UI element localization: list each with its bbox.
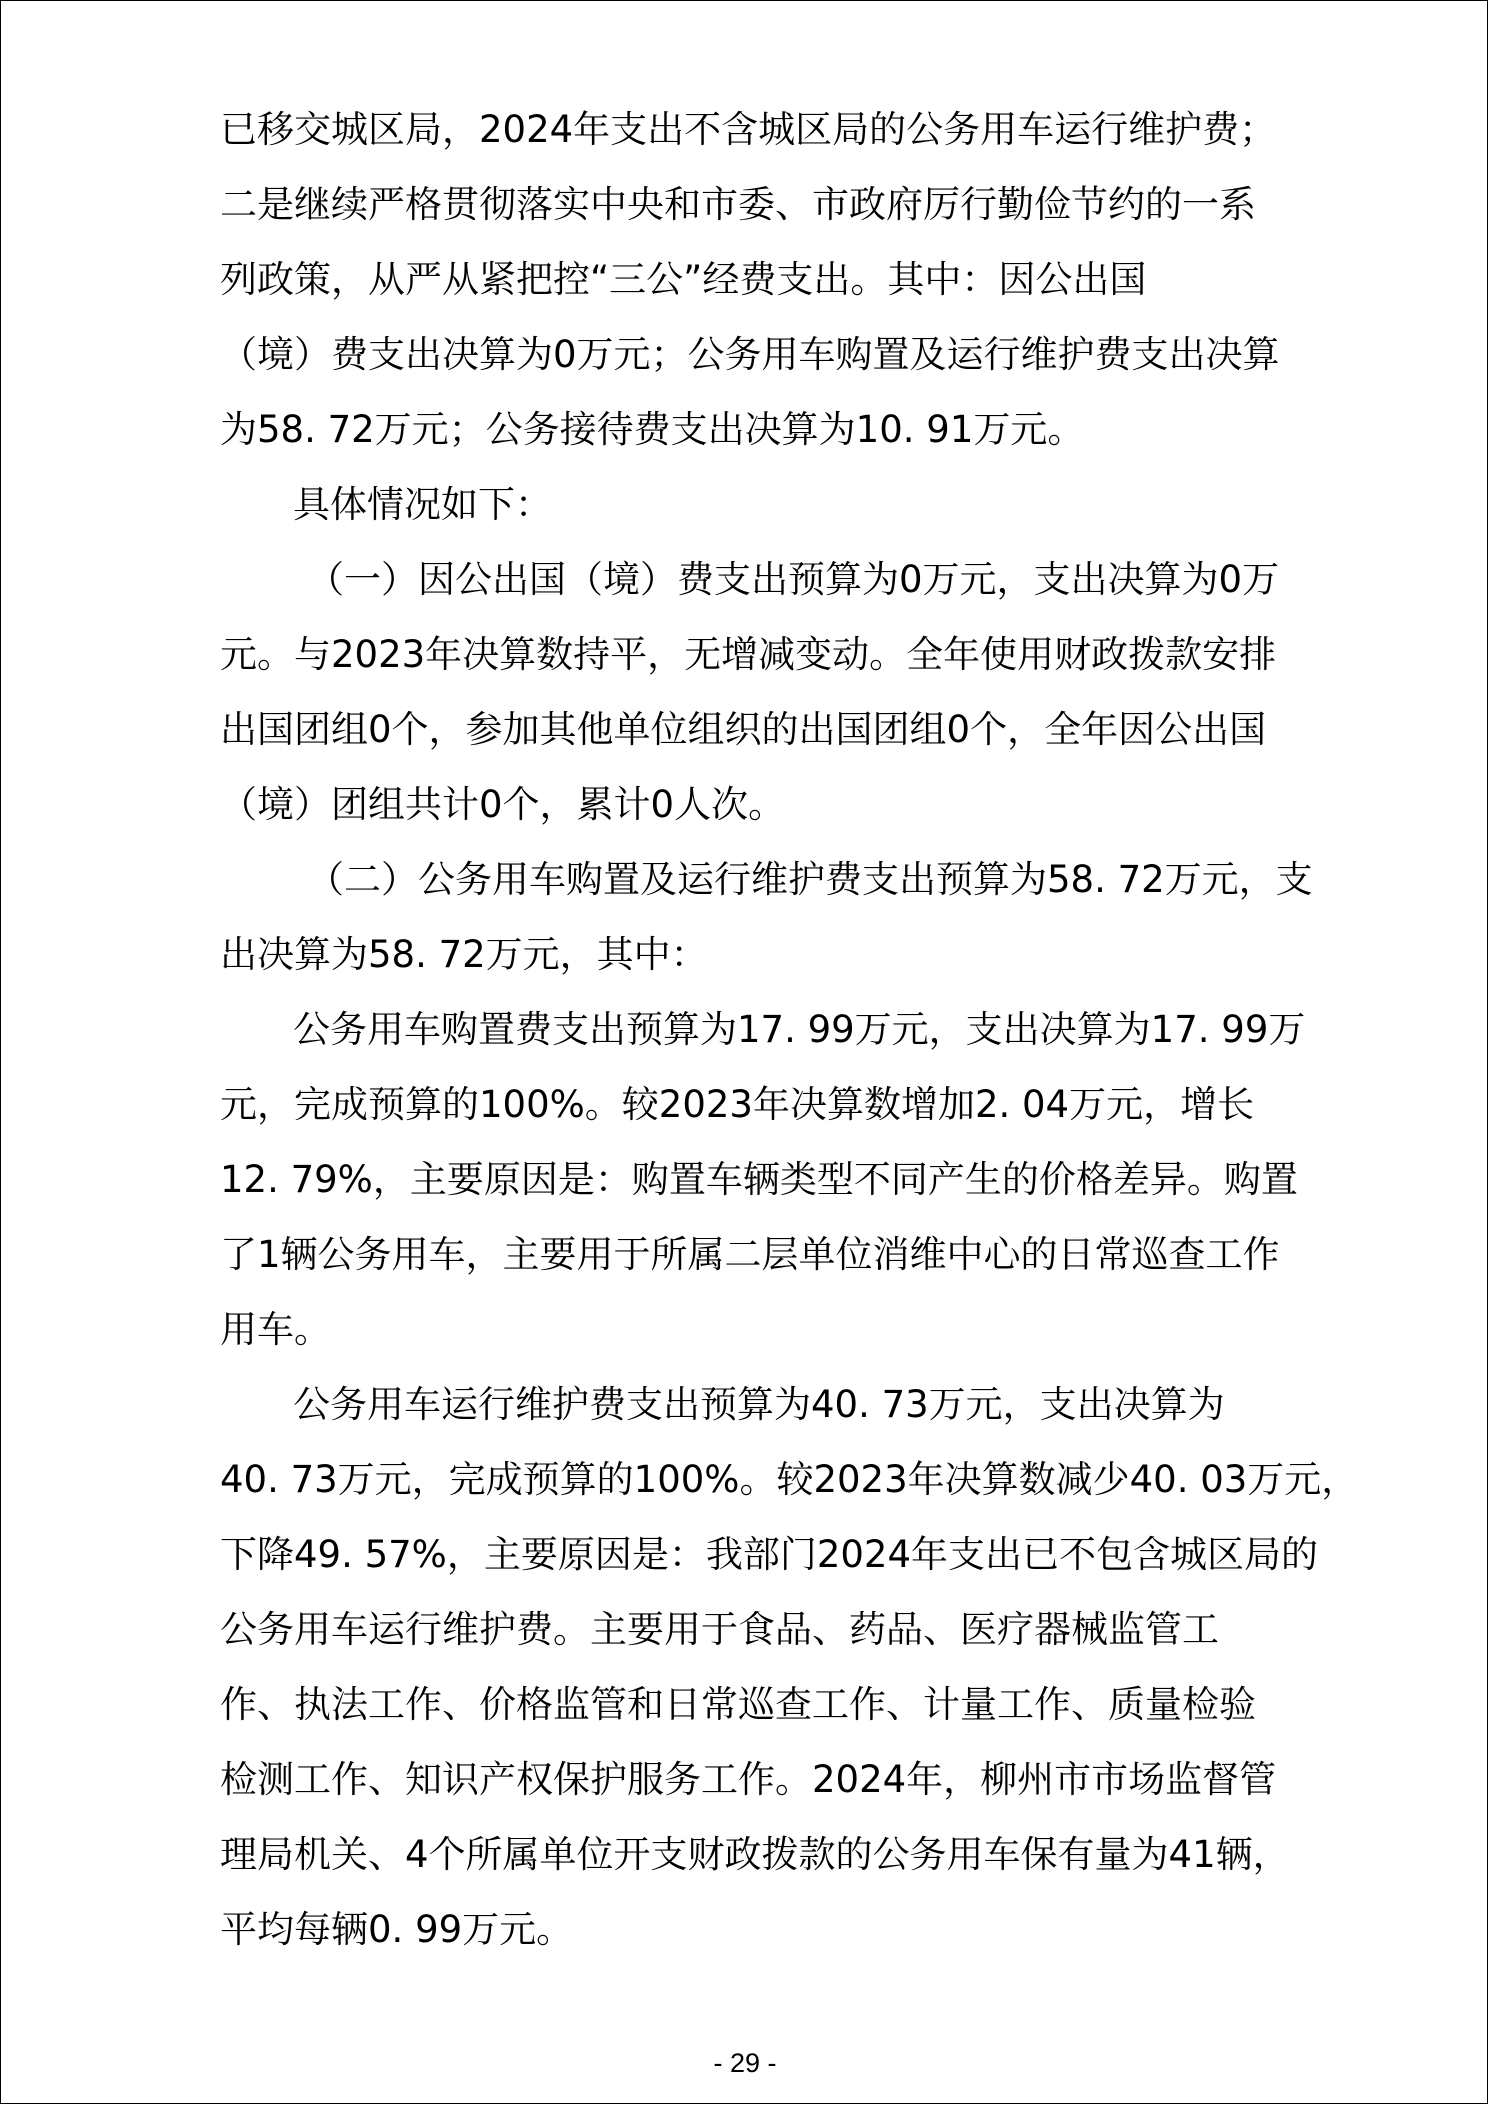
- text-line: 平均每辆0. 99万元。: [220, 1908, 574, 1951]
- text-line: 检测工作、知识产权保护服务工作。2024年，柳州市市场监督管: [220, 1758, 1277, 1801]
- text-line: 理局机关、4个所属单位开支财政拨款的公务用车保有量为41辆，: [220, 1833, 1290, 1876]
- text-line: 公务用车运行维护费。主要用于食品、药品、医疗器械监管工: [220, 1608, 1219, 1651]
- text-line: （一）因公出国（境）费支出预算为0万元，支出决算为0万: [307, 558, 1280, 601]
- text-line: 了1辆公务用车，主要用于所属二层单位消维中心的日常巡查工作: [220, 1233, 1280, 1276]
- text-line: 出国团组0个，参加其他单位组织的出国团组0个，全年因公出国: [220, 708, 1267, 751]
- text-line: 公务用车购置费支出预算为17. 99万元，支出决算为17. 99万: [293, 1008, 1306, 1051]
- text-line: 元。与2023年决算数持平，无增减变动。全年使用财政拨款安排: [220, 633, 1277, 676]
- text-line: 出决算为58. 72万元，其中：: [220, 933, 708, 976]
- text-line: 40. 73万元，完成预算的100%。较2023年决算数减少40. 03万元，: [220, 1458, 1359, 1501]
- text-line: 为58. 72万元；公务接待费支出决算为10. 91万元。: [220, 408, 1085, 451]
- text-line: 12. 79%，主要原因是：购置车辆类型不同产生的价格差异。购置: [220, 1158, 1298, 1201]
- text-line: 下降49. 57%，主要原因是：我部门2024年支出已不包含城区局的: [220, 1533, 1319, 1576]
- text-line: 列政策，从严从紧把控“三公”经费支出。其中：因公出国: [220, 258, 1147, 301]
- text-line: （境）费支出决算为0万元；公务用车购置及运行维护费支出决算: [220, 333, 1280, 376]
- text-line: 元，完成预算的100%。较2023年决算数增加2. 04万元，增长: [220, 1083, 1255, 1126]
- text-line: （二）公务用车购置及运行维护费支出预算为58. 72万元，支: [307, 858, 1313, 901]
- text-line: 具体情况如下：: [293, 483, 552, 526]
- text-line: 作、执法工作、价格监管和日常巡查工作、计量工作、质量检验: [220, 1683, 1256, 1726]
- text-line: 公务用车运行维护费支出预算为40. 73万元，支出决算为: [293, 1383, 1225, 1426]
- text-line: （境）团组共计0个，累计0人次。: [220, 783, 786, 826]
- text-line: 二是继续严格贯彻落实中央和市委、市政府厉行勤俭节约的一系: [220, 183, 1256, 226]
- text-line: 已移交城区局，2024年支出不含城区局的公务用车运行维护费；: [220, 108, 1277, 151]
- text-line: 用车。: [220, 1308, 331, 1351]
- page-number: - 29 -: [713, 2048, 777, 2078]
